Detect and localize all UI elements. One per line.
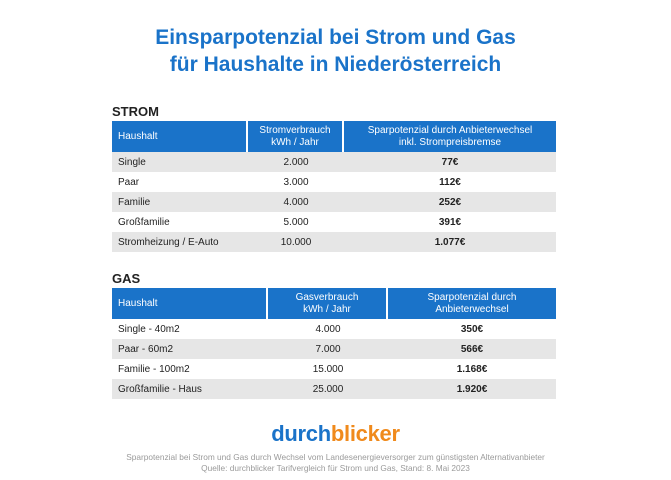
savings-cell: 1.077€ [344,232,556,252]
table-row [112,172,556,192]
strom-header-savings: Sparpotenzial durch Anbieterwechsel inkl. Strompreisbremse [344,121,556,152]
usage-cell: 7.000 [268,339,388,359]
table-row [112,232,556,252]
household-cell: Familie - 100m2 [118,363,190,375]
savings-cell: 350€ [460,323,484,335]
strom-header-household: Haushalt [112,121,248,152]
title-line-1: Einsparpotenzial bei Strom und Gas [155,26,516,49]
strom-table [112,121,556,252]
table-row [112,319,556,339]
household-cell: Single - 40m2 [118,323,180,335]
table-row [112,379,556,399]
savings-cell: 112€ [439,176,461,188]
footer-source: Quelle: durchblicker Tarifvergleich für Strom und Gas, Stand: 8. Mai 2023 [201,463,470,473]
strom-section-label: STROM [112,104,159,119]
usage-cell: 3.000 [283,176,309,188]
household-cell: Paar [118,176,140,188]
footer-note: Sparpotenzial bei Strom und Gas durch Wechsel vom Landesenergieversorger zum günstigsten Alternativanbieter [126,452,545,462]
table-row [112,192,556,212]
gas-table [112,288,556,399]
strom-header-usage: Stromverbrauch kWh / Jahr [248,121,344,152]
usage-cell: 2.000 [248,152,344,172]
gas-header-household: Haushalt [112,288,268,319]
title-line-2: für Haushalte in Niederösterreich [169,53,502,76]
usage-cell: 5.000 [283,216,309,228]
savings-cell: 1.920€ [388,379,556,399]
usage-cell: 15.000 [312,363,344,375]
gas-header-usage: Gasverbrauch kWh / Jahr [268,288,388,319]
table-row [112,339,556,359]
table-row [112,359,556,379]
table-row [112,152,556,172]
household-cell: Großfamilie [118,216,170,228]
gas-header-row [112,288,556,319]
durchblicker-logo: durchblicker [271,421,400,446]
savings-cell: 77€ [344,152,556,172]
usage-cell: 10.000 [248,232,344,252]
household-cell: Stromheizung / E-Auto [112,232,248,252]
household-cell: Großfamilie - Haus [112,379,268,399]
usage-cell: 4.000 [248,192,344,212]
savings-cell: 252€ [344,192,556,212]
page-title [0,24,671,78]
usage-cell: 4.000 [315,323,341,335]
gas-section-label: GAS [112,271,141,286]
savings-cell: 566€ [388,339,556,359]
strom-header-row [112,121,556,152]
gas-header-savings: Sparpotenzial durch Anbieterwechsel [388,288,556,319]
savings-cell: 391€ [438,216,462,228]
household-cell: Paar - 60m2 [112,339,268,359]
household-cell: Familie [112,192,248,212]
household-cell: Single [112,152,248,172]
table-row [112,212,556,232]
usage-cell: 25.000 [268,379,388,399]
savings-cell: 1.168€ [456,363,488,375]
